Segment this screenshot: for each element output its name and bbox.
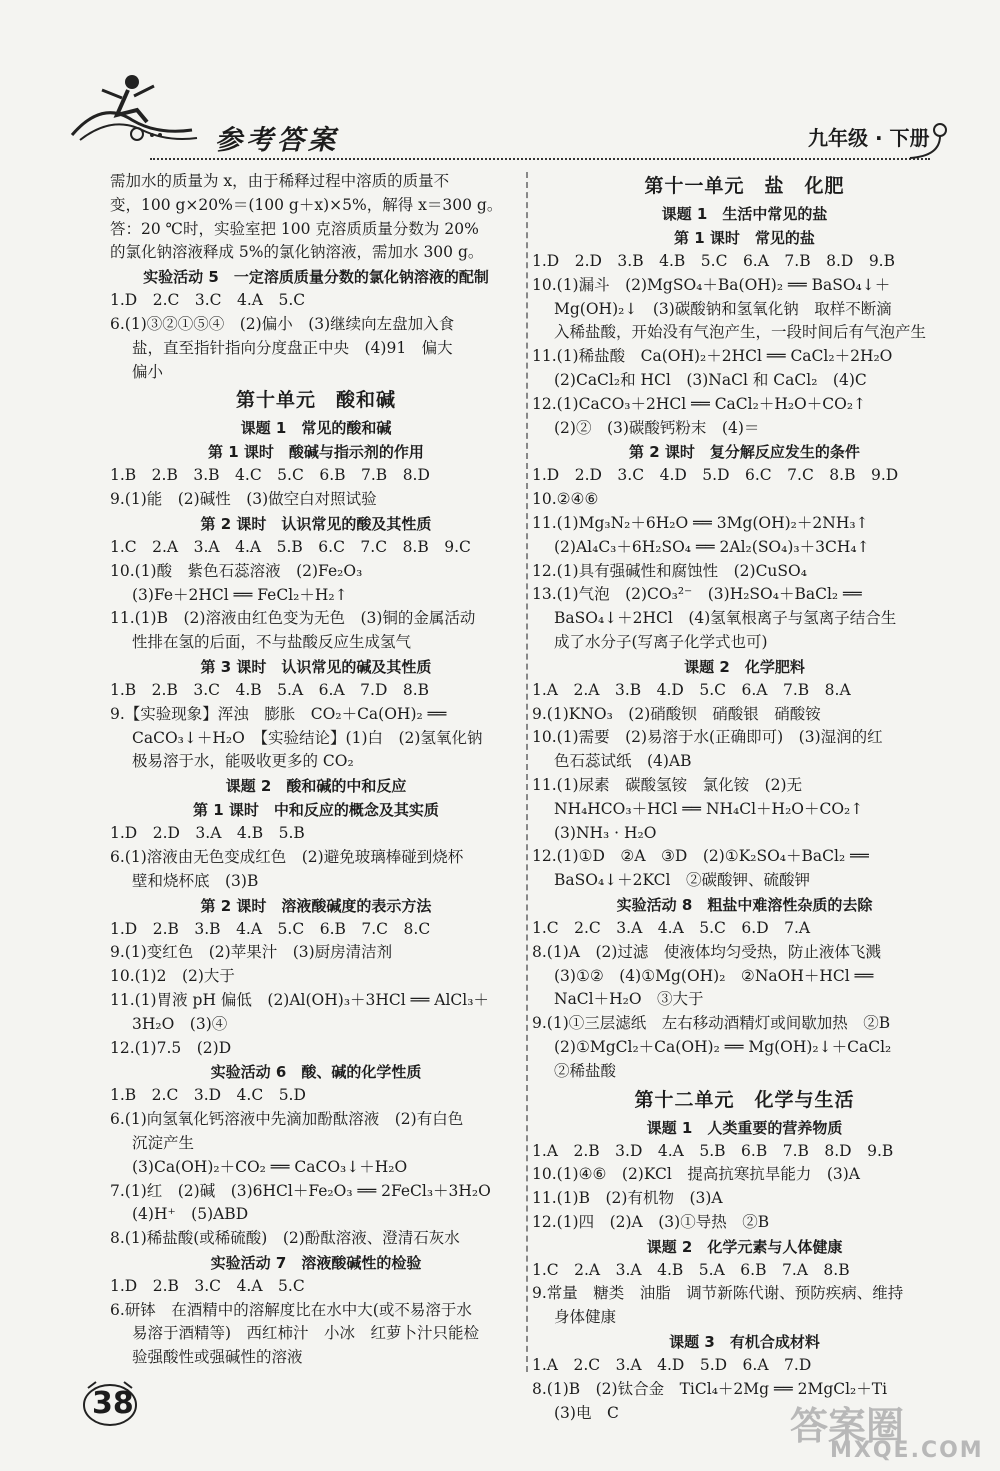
answer-line: 成了水分子(写离子化学式也可) [554, 632, 768, 651]
answer-line: (2)①MgCl₂＋Ca(OH)₂ ══ Mg(OH)₂↓＋CaCl₂ [554, 1037, 892, 1056]
answer-line: 极易溶于水，能吸收更多的 CO₂ [132, 752, 354, 771]
answer-line: 1.C 2.C 3.A 4.A 5.C 6.D 7.A [532, 918, 811, 937]
answer-line: 1.D 2.D 3.B 4.B 5.C 6.A 7.B 8.D 9.B [532, 252, 895, 270]
left-column [110, 170, 522, 1370]
answer-line: 11.(1)稀盐酸 Ca(OH)₂＋2HCl ══ CaCl₂＋2H₂O [532, 347, 893, 366]
answer-line: 色石蕊试纸 (4)AB [554, 752, 692, 771]
answer-line: (2)Al₄C₃＋6H₂SO₄ ══ 2Al₂(SO₄)₃＋3CH₄↑ [554, 537, 870, 556]
section-heading: 实验活动 8 粗盐中难溶性杂质的去除 [616, 895, 873, 914]
answer-line: 的氯化钠溶液释成 5%的氯化钠溶液，需加水 300 g。 [110, 243, 484, 262]
header-grade: 九年级 · 下册 [808, 126, 930, 150]
answer-line: 偏小 [132, 362, 164, 381]
page-number: 38 [92, 1386, 134, 1421]
answer-line: 9.(1)KNO₃ (2)硝酸钡 硝酸银 硝酸铵 [532, 704, 821, 723]
watermark-logo: 答案圈 [790, 1404, 905, 1448]
answer-line: (3)①② (4)①Mg(OH)₂ ②NaOH＋HCl ══ [554, 966, 874, 985]
answer-line: 身体健康 [554, 1308, 617, 1327]
column-divider [526, 172, 528, 1372]
answer-line: (3)电 C [554, 1403, 619, 1422]
answer-line: 9.(1)能 (2)碱性 (3)做空白对照试验 [110, 490, 377, 509]
answer-line: 1.A 2.B 3.D 4.A 5.B 6.B 7.B 8.D 9.B [532, 1141, 894, 1160]
answer-line: (4)H⁺ (5)ABD [132, 1205, 249, 1224]
answer-line: 1.A 2.A 3.B 4.D 5.C 6.A 7.B 8.A [532, 680, 851, 699]
section-heading: 第 1 课时 常见的盐 [674, 229, 815, 247]
answer-line: CaCO₃↓＋H₂O 【实验结论】(1)白 (2)氢氧化钠 [132, 728, 483, 747]
answer-line: 11.(1)Mg₃N₂＋6H₂O ══ 3Mg(OH)₂＋2NH₃↑ [532, 513, 869, 532]
answer-line: 盐，直至指针指向分度盘正中央 (4)91 偏大 [132, 338, 453, 357]
answer-line: 1.D 2.B 3.C 4.A 5.C [110, 1276, 305, 1295]
section-heading: 第 1 课时 中和反应的概念及其实质 [193, 801, 439, 820]
answer-line: 10.②④⑥ [532, 490, 599, 509]
unit-title: 第十一单元 盐 化肥 [644, 175, 845, 197]
section-heading: 第 1 课时 酸碱与指示剂的作用 [208, 443, 424, 462]
answer-line: 10.(1)酸 紫色石蕊溶液 (2)Fe₂O₃ [110, 561, 363, 580]
section-heading: 实验活动 5 一定溶质质量分数的氯化钠溶液的配制 [143, 268, 489, 287]
section-heading: 课题 2 化学肥料 [684, 657, 805, 676]
section-heading: 实验活动 6 酸、碱的化学性质 [210, 1063, 422, 1082]
answer-line: NH₄HCO₃＋HCl ══ NH₄Cl＋H₂O＋CO₂↑ [554, 799, 864, 818]
answer-line: 10.(1)需要 (2)易溶于水(正确即可) (3)湿润的红 [532, 728, 883, 747]
answer-line: 6.(1)溶液由无色变成红色 (2)避免玻璃棒碰到烧杯 [110, 847, 464, 866]
answer-line: 6.(1)向氢氧化钙溶液中先滴加酚酞溶液 (2)有白色 [110, 1110, 464, 1129]
answer-line: 验强酸性或强碱性的溶液 [132, 1348, 303, 1367]
answer-line: 8.(1)A (2)过滤 使液体均匀受热，防止液体飞溅 [532, 942, 881, 961]
section-heading: 课题 1 常见的酸和碱 [240, 419, 392, 438]
answer-line: 8.(1)B (2)钛合金 TiCl₄＋2Mg ══ 2MgCl₂＋Ti [532, 1379, 888, 1398]
answer-line: BaSO₄↓＋2HCl (4)氢氧根离子与氢离子结合生 [554, 609, 897, 628]
answer-line: 7.(1)红 (2)碱 (3)6HCl＋Fe₂O₃ ══ 2FeCl₃＋3H₂O [110, 1181, 491, 1200]
section-heading: 课题 1 人类重要的营养物质 [646, 1118, 843, 1137]
answer-line: Mg(OH)₂↓ (3)碳酸钠和氢氧化钠 取样不断滴 [554, 299, 892, 318]
answer-line: 9.常量 糖类 油脂 调节新陈代谢、预防疾病、维持 [532, 1284, 904, 1303]
answer-line: 12.(1)四 (2)A (3)①导热 ②B [532, 1212, 770, 1231]
answer-line: 1.D 2.D 3.C 4.D 5.D 6.C 7.C 8.B 9.D [532, 466, 899, 485]
answer-line: 11.(1)B (2)有机物 (3)A [532, 1189, 723, 1208]
watermark-url: MXQE.COM [830, 1438, 984, 1463]
answer-line: 12.(1)CaCO₃＋2HCl ══ CaCl₂＋H₂O＋CO₂↑ [532, 394, 867, 413]
answer-line: (2)CaCl₂和 HCl (3)NaCl 和 CaCl₂ (4)C [554, 370, 867, 389]
answer-line: 3H₂O (3)④ [132, 1014, 228, 1033]
section-heading: 课题 2 化学元素与人体健康 [646, 1237, 843, 1256]
answer-line: 11.(1)B (2)溶液由红色变为无色 (3)铜的金属活动 [110, 609, 476, 628]
answer-line: 1.C 2.A 3.A 4.A 5.B 6.C 7.C 8.B 9.C [110, 537, 471, 556]
answer-line: 壁和烧杯底 (3)B [132, 871, 259, 890]
answer-line: 答：20 ℃时，实验室把 100 克溶质质量分数为 20% [110, 219, 479, 238]
right-column [532, 170, 957, 1425]
section-heading: 课题 3 有机合成材料 [669, 1333, 820, 1352]
header-ornament-icon [900, 120, 960, 160]
unit-title: 第十二单元 化学与生活 [634, 1088, 855, 1111]
answer-line: 10.(1)2 (2)大于 [110, 967, 235, 986]
answer-line: 性排在氢的后面，不与盐酸反应生成氢气 [132, 633, 412, 652]
answer-line: 11.(1)尿素 碳酸氢铵 氯化铵 (2)无 [532, 775, 803, 794]
answer-line: 1.B 2.C 3.D 4.C 5.D [110, 1086, 306, 1105]
answer-line: 1.B 2.B 3.C 4.B 5.A 6.A 7.D 8.B [110, 680, 430, 699]
section-heading: 第 2 课时 溶液酸碱度的表示方法 [200, 896, 432, 915]
header-title: 参考答案 [215, 125, 339, 156]
answer-line: 10.(1)漏斗 (2)MgSO₄＋Ba(OH)₂ ══ BaSO₄↓＋ [532, 275, 891, 294]
section-heading: 课题 2 酸和碱的中和反应 [225, 777, 407, 796]
answer-line: 11.(1)胃液 pH 偏低 (2)Al(OH)₃＋3HCl ══ AlCl₃＋ [110, 990, 489, 1009]
answer-line: 入稀盐酸，开始没有气泡产生，一段时间后有气泡产生 [554, 323, 927, 342]
section-heading: 实验活动 7 溶液酸碱性的检验 [210, 1253, 422, 1272]
answer-line: 12.(1)7.5 (2)D [110, 1038, 232, 1057]
reader-emblem-icon [62, 60, 202, 148]
answer-line: (3)Fe＋2HCl ══ FeCl₂＋H₂↑ [132, 585, 348, 604]
answer-line: 变，100 g×20%＝(100 g＋x)×5%，解得 x＝300 g。 [110, 195, 503, 214]
answer-line: 1.D 2.B 3.B 4.A 5.C 6.B 7.C 8.C [110, 919, 431, 938]
answer-line: NaCl＋H₂O ③大于 [554, 990, 704, 1009]
answer-line: 9.(1)①三层滤纸 左右移动酒精灯或间歇加热 ②B [532, 1014, 891, 1033]
answer-line: 1.D 2.D 3.A 4.B 5.B [110, 824, 305, 843]
answer-line: 6.研钵 在酒精中的溶解度比在水中大(或不易溶于水 [110, 1300, 472, 1319]
page-header [0, 0, 1000, 165]
answer-line: 9.【实验现象】浑浊 膨胀 CO₂＋Ca(OH)₂ ══ [110, 704, 447, 723]
section-heading: 第 2 课时 复分解反应发生的条件 [629, 443, 860, 462]
answer-line: ②稀盐酸 [554, 1061, 617, 1080]
section-heading: 第 2 课时 认识常见的酸及其性质 [200, 514, 432, 533]
answer-line: 10.(1)④⑥ (2)KCl 提高抗寒抗旱能力 (3)A [532, 1165, 860, 1184]
header-rule [150, 158, 930, 160]
page-number-badge [80, 1378, 140, 1428]
answer-line: 13.(1)气泡 (2)CO₃²⁻ (3)H₂SO₄＋BaCl₂ ══ [532, 585, 862, 604]
answer-line: (2)② (3)碳酸钙粉末 (4)＝ [554, 418, 760, 437]
section-heading: 课题 1 生活中常见的盐 [661, 205, 828, 223]
answer-line: 需加水的质量为 x，由于稀释过程中溶质的质量不 [110, 172, 450, 190]
unit-title: 第十单元 酸和碱 [235, 389, 396, 412]
answer-line: 1.A 2.C 3.A 4.D 5.D 6.A 7.D [532, 1356, 812, 1375]
section-heading: 第 3 课时 认识常见的碱及其性质 [200, 657, 432, 676]
answer-line: 12.(1)①D ②A ③D (2)①K₂SO₄＋BaCl₂ ══ [532, 847, 869, 866]
answer-line: 12.(1)具有强碱性和腐蚀性 (2)CuSO₄ [532, 561, 807, 580]
answer-line: (3)Ca(OH)₂＋CO₂ ══ CaCO₃↓＋H₂O [132, 1157, 408, 1176]
answer-line: 沉淀产生 [132, 1133, 195, 1152]
answer-line: 1.B 2.B 3.B 4.C 5.C 6.B 7.B 8.D [110, 466, 430, 485]
answer-line: 易溶于酒精等) 西红柿汁 小冰 红萝卜汁只能检 [132, 1324, 480, 1343]
answer-line: (3)NH₃ · H₂O [554, 823, 657, 842]
answer-line: 9.(1)变红色 (2)苹果汁 (3)厨房清洁剂 [110, 943, 393, 962]
answer-line: 6.(1)③②①⑤④ (2)偏小 (3)继续向左盘加入食 [110, 314, 455, 333]
answer-line: 8.(1)稀盐酸(或稀硫酸) (2)酚酞溶液、澄清石灰水 [110, 1229, 460, 1248]
answer-line: 1.D 2.C 3.C 4.A 5.C [110, 291, 306, 310]
answer-line: BaSO₄↓＋2KCl ②碳酸钾、硫酸钾 [554, 871, 811, 890]
answer-line: 1.C 2.A 3.A 4.B 5.A 6.B 7.A 8.B [532, 1260, 850, 1279]
